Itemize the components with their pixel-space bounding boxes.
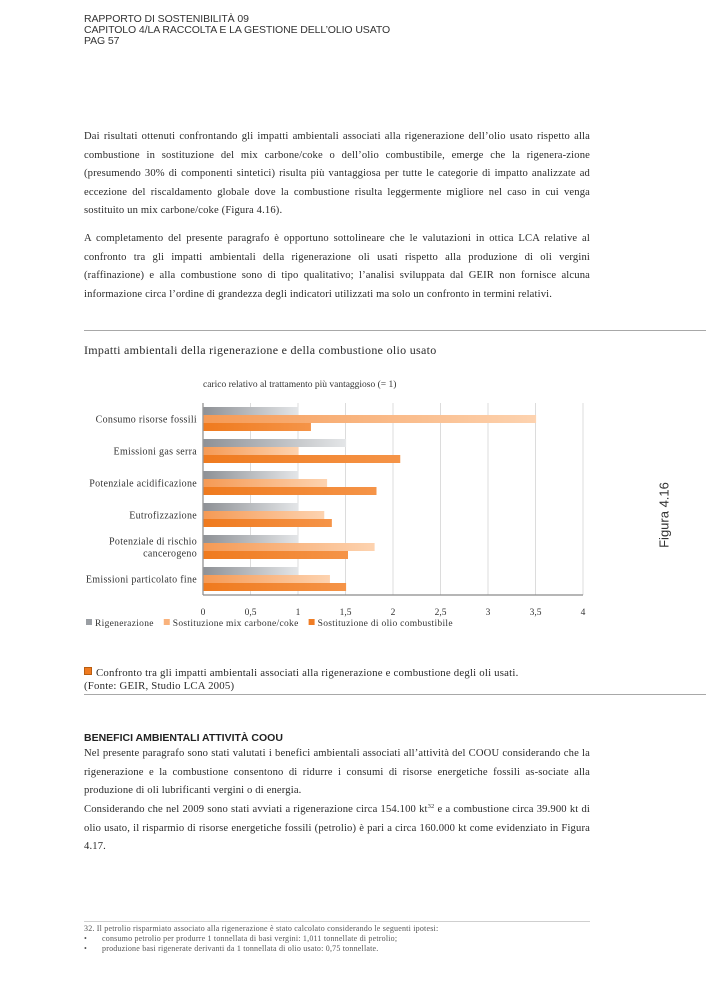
bar-sostituzione-di-olio-combustibile	[204, 583, 347, 591]
report-title: RAPPORTO DI SOSTENIBILITÀ 09	[84, 13, 249, 25]
figure-label: Figura 4.16	[656, 482, 672, 548]
section-paragraph-2-start: Considerando che nel 2009 sono stati avviati a rigenerazione circa 154.100 kt	[84, 804, 428, 815]
category-label: cancerogeno	[143, 548, 197, 560]
legend-label: Sostituzione di olio combustibile	[317, 619, 453, 629]
figure-top-divider	[84, 330, 706, 331]
bar-sostituzione-mix-carbone-coke	[204, 543, 375, 551]
footnote-item-text: produzione basi rigenerate derivanti da 1 tonnellata di olio usato: 0,75 tonnellate.	[102, 944, 379, 953]
section-title: BENEFICI AMBIENTALI ATTIVITÀ COOU	[84, 732, 283, 744]
category-label: Eutrofizzazione	[129, 510, 197, 522]
footnote-divider	[84, 921, 590, 922]
running-header	[84, 14, 390, 47]
bar-chart	[0, 370, 706, 640]
footnote	[84, 924, 590, 954]
x-tick-label: 3	[485, 608, 491, 618]
section-paragraph-2	[84, 801, 590, 857]
section-paragraph-1: Nel presente paragrafo sono stati valutati i benefici ambientali associati all’attività del COOU considerando che la rigenerazione e la combustione consentono di ridurre i consumi di risorse energetiche fossili as-sociate alla produzione di oli lubrificanti vergini o di energia.	[84, 748, 590, 797]
section-paragraph-2-end: e a combustione circa 39.900 kt di olio usato, il risparmio di risorse energetiche fossili (petrolio) è pari a circa 160.000 kt come evidenziato in Figura 4.17.	[84, 804, 590, 853]
figure-bottom-divider	[84, 694, 706, 695]
category-label: Potenziale di rischio	[109, 536, 197, 548]
legend-swatch	[86, 619, 92, 625]
chapter-title: CAPITOLO 4/LA RACCOLTA E LA GESTIONE DELL’OLIO USATO	[84, 24, 391, 36]
chart-subtitle: carico relativo al trattamento più vantaggioso (= 1)	[203, 380, 397, 390]
bar-sostituzione-mix-carbone-coke	[204, 479, 328, 487]
bar-sostituzione-di-olio-combustibile	[204, 423, 311, 431]
bar-rigenerazione	[204, 439, 347, 447]
x-tick-label: 2	[390, 608, 396, 618]
bar-rigenerazione	[204, 535, 299, 543]
legend-swatch	[309, 619, 315, 625]
page-number: PAG 57	[84, 35, 120, 47]
footnote-intro: 32. Il petrolio risparmiato associato alla rigenerazione è stato calcolato considerando le seguenti ipotesi:	[84, 924, 439, 933]
category-label: Potenziale acidificazione	[89, 478, 197, 490]
caption-text: Confronto tra gli impatti ambientali associati alla rigenerazione e combustione degli oli usati.	[96, 667, 519, 679]
bar-rigenerazione	[204, 503, 299, 511]
x-tick-label: 1,5	[339, 608, 352, 618]
chart-category-labels	[86, 415, 197, 586]
footnote-item	[84, 934, 590, 944]
caption-marker-icon	[84, 667, 92, 675]
bar-sostituzione-di-olio-combustibile	[204, 519, 332, 527]
bar-sostituzione-mix-carbone-coke	[204, 511, 325, 519]
bar-sostituzione-di-olio-combustibile	[204, 551, 348, 559]
legend-swatch	[164, 619, 170, 625]
figure-caption	[84, 667, 518, 693]
x-tick-label: 0,5	[244, 608, 257, 618]
footnote-item	[84, 944, 590, 954]
bar-sostituzione-mix-carbone-coke	[204, 415, 536, 423]
x-tick-label: 1	[295, 608, 301, 618]
legend-label: Rigenerazione	[95, 619, 154, 629]
x-tick-label: 3,5	[529, 608, 542, 618]
bar-sostituzione-di-olio-combustibile	[204, 455, 401, 463]
legend-label: Sostituzione mix carbone/coke	[172, 619, 299, 629]
bar-sostituzione-di-olio-combustibile	[204, 487, 377, 495]
bullet-icon: •	[84, 944, 88, 953]
chart-legend	[86, 619, 453, 629]
chart-bars	[204, 407, 536, 591]
bar-rigenerazione	[204, 567, 299, 575]
caption-source: (Fonte: GEIR, Studio LCA 2005)	[84, 680, 235, 692]
footnote-item-text: consumo petrolio per produrre 1 tonnellata di basi vergini: 1,011 tonnellate di petrolio;	[102, 934, 398, 943]
bar-sostituzione-mix-carbone-coke	[204, 575, 330, 583]
x-tick-label: 4	[580, 608, 586, 618]
bar-rigenerazione	[204, 407, 299, 415]
chart-title: Impatti ambientali della rigenerazione e della combustione olio usato	[84, 343, 437, 357]
bullet-icon: •	[84, 934, 88, 943]
chart-x-ticks	[201, 608, 586, 618]
chart-gridlines	[203, 403, 583, 595]
x-tick-label: 2,5	[434, 608, 447, 618]
category-label: Emissioni particolato fine	[85, 574, 197, 586]
bar-rigenerazione	[204, 471, 299, 479]
category-label: Emissioni gas serra	[113, 446, 197, 458]
bar-sostituzione-mix-carbone-coke	[204, 447, 299, 455]
intro-paragraph-2: A completamento del presente paragrafo è opportuno sottolineare che le valutazioni in ottica LCA relative al confronto tra gli impatti ambientali della rigenerazione oli usati rispetto alla produzione di oli vergini (raffinazione) e alla combustione sono di tipo qualitativo; l’analisi sviluppata dal GEIR non fornisce alcuna informazione circa l’ordine di grandezza degli indicatori utilizzati ma solo un confronto in termini relativi.	[84, 233, 590, 300]
category-label: Consumo risorse fossili	[95, 414, 197, 426]
footnote-reference[interactable]: 32	[427, 803, 435, 810]
intro-paragraph-1: Dai risultati ottenuti confrontando gli impatti ambientali associati alla rigenerazione dell’olio usato rispetto alla combustione in sostituzione del mix carbone/coke o dell’olio combustibile, emerge che la rigenera-zione (presumendo 30% di componenti sintetici) risulta più vantaggiosa per tutte le categorie di impatto analizzate ad eccezione del riscaldamento globale dove la combustione risulta leggermente migliore nel caso in cui venga sostituito un mix carbone/coke (Figura 4.16).	[84, 131, 590, 217]
x-tick-label: 0	[200, 608, 206, 618]
